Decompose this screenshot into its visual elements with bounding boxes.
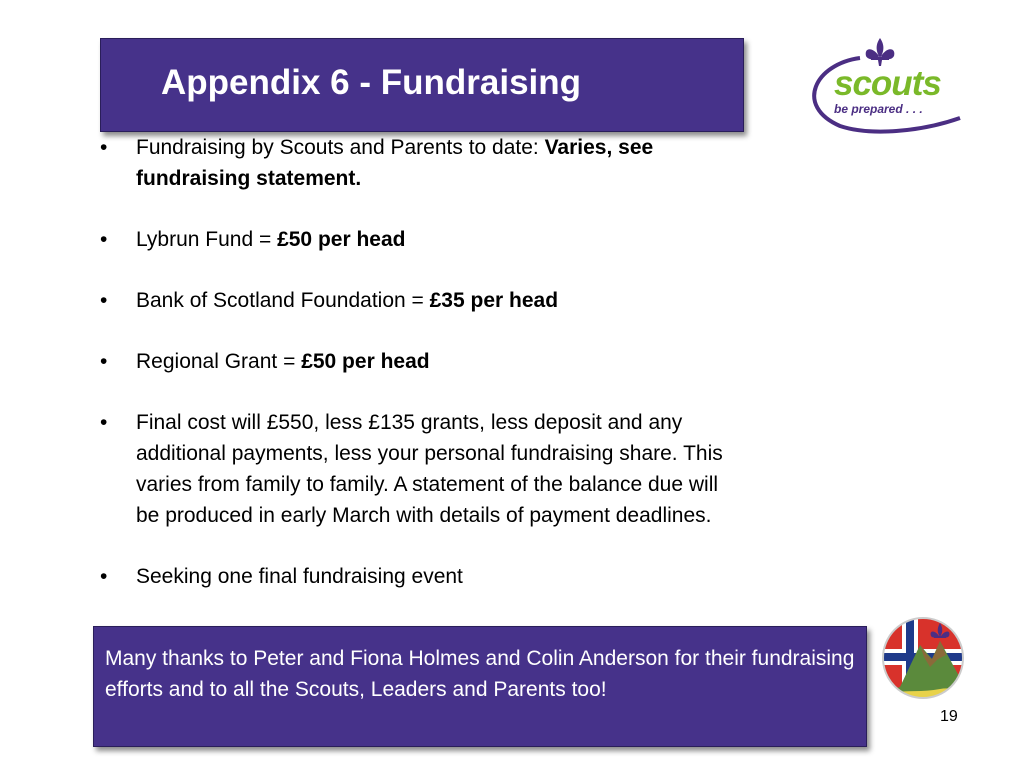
bullet-text: Lybrun Fund =: [136, 228, 278, 251]
scouts-logo: [800, 36, 968, 136]
logo-tagline: be prepared . . .: [834, 102, 923, 116]
bullet-text: Bank of Scotland Foundation =: [136, 289, 430, 312]
bullet-emphasis: Varies, see fundraising statement.: [136, 136, 654, 190]
bullet-marker: •: [100, 136, 108, 159]
bullet-emphasis: £35 per head: [429, 289, 559, 312]
bullet-item: [100, 285, 740, 316]
bullet-item: [100, 561, 740, 592]
fleur-de-lis-icon: [866, 38, 895, 66]
thanks-message: Many thanks to Peter and Fiona Holmes and Colin Anderson for their fundraising efforts and to all the Scouts, Leaders and Parents too!: [105, 647, 855, 701]
bullet-marker: •: [100, 565, 108, 588]
bullet-text: Final cost will £550, less £135 grants, less deposit and any additional payments, less your personal fundraising share. This varies from family to family. A statement of the balance due will be produced in early March with details of payment deadlines.: [136, 411, 723, 527]
title-banner: [100, 38, 744, 132]
bullet-marker: •: [100, 228, 108, 251]
bullet-emphasis: £50 per head: [277, 228, 406, 251]
bullet-list: [100, 132, 740, 622]
bullet-text: Fundraising by Scouts and Parents to date:: [136, 136, 545, 159]
bullet-item: [100, 132, 740, 194]
bullet-marker: •: [100, 350, 108, 373]
norway-flag-badge-icon: [880, 615, 966, 701]
slide-title: Appendix 6 - Fundraising: [161, 63, 582, 102]
bullet-item: [100, 224, 740, 255]
logo-wordmark: scouts: [834, 64, 941, 103]
bullet-marker: •: [100, 289, 108, 312]
bullet-marker: •: [100, 411, 108, 434]
bullet-item: [100, 346, 740, 377]
thanks-banner: [93, 626, 867, 747]
page-number: 19: [940, 708, 958, 725]
bullet-text: Seeking one final fundraising event: [136, 565, 463, 588]
bullet-text: Regional Grant =: [136, 350, 302, 373]
bullet-emphasis: £50 per head: [301, 350, 430, 373]
bullet-item: [100, 407, 740, 531]
